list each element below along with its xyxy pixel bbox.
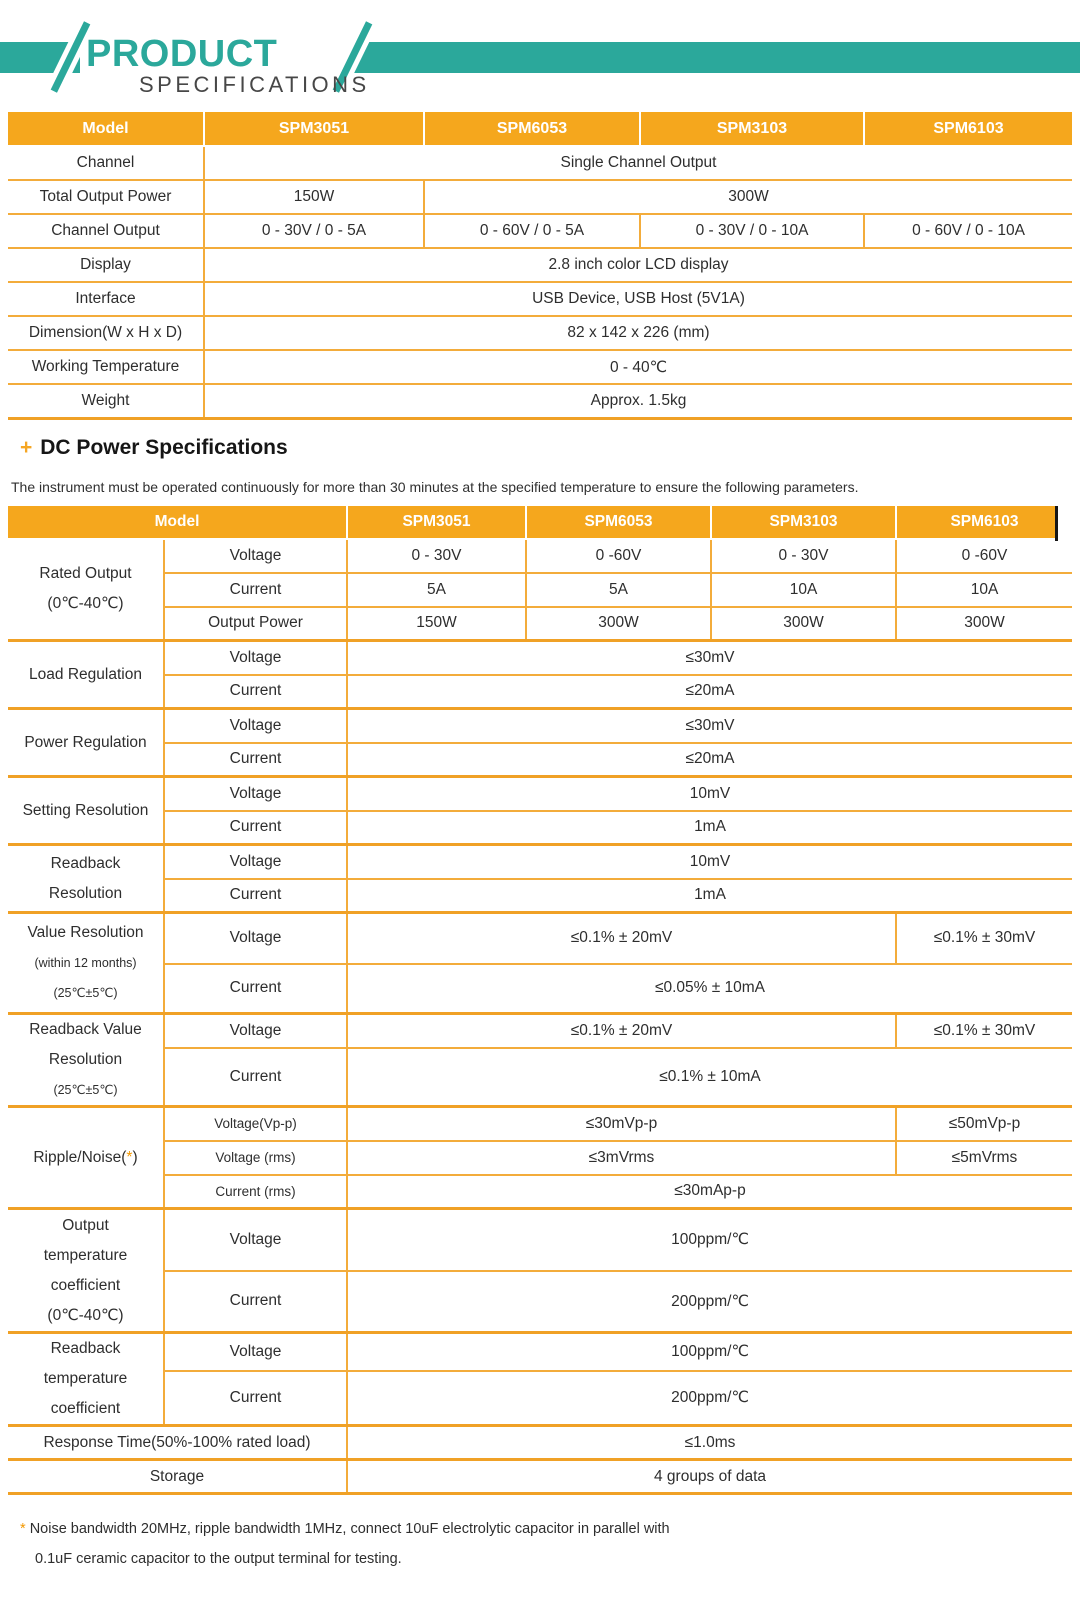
spec-header-model: Model bbox=[8, 506, 347, 539]
spec-sub-label: Current bbox=[164, 1048, 347, 1107]
spec-sub-label: Voltage bbox=[164, 1014, 347, 1048]
spec-value: 150W bbox=[347, 607, 526, 641]
cell-value: Single Channel Output bbox=[204, 146, 1072, 180]
table-row bbox=[8, 1460, 1072, 1494]
row-label: Dimension(W x H x D) bbox=[8, 316, 204, 350]
cell-value: 0 - 60V / 0 - 10A bbox=[864, 214, 1072, 248]
group-label-line: Resolution bbox=[48, 1051, 123, 1068]
spec-value: 10mV bbox=[347, 845, 1072, 879]
table-row bbox=[8, 811, 1072, 845]
spec-sub-label: Voltage bbox=[164, 709, 347, 743]
spec-sub-label: Voltage bbox=[164, 845, 347, 879]
table-row bbox=[8, 1271, 1072, 1333]
spec-sub-label: Current bbox=[164, 1271, 347, 1333]
spec-value: 0 -60V bbox=[896, 539, 1072, 573]
spec-value: 300W bbox=[711, 607, 896, 641]
cell-value: 0 - 60V / 0 - 5A bbox=[424, 214, 640, 248]
spec-header-spm3051: SPM3051 bbox=[347, 506, 526, 539]
spec-sub-label: Current (rms) bbox=[164, 1175, 347, 1209]
group-label-line: temperature bbox=[43, 1370, 128, 1387]
table-row bbox=[8, 180, 1072, 214]
spec-group-label bbox=[8, 1333, 164, 1426]
spec-value: ≤0.1% ± 20mV bbox=[347, 913, 896, 964]
spec-sub-label: Output Power bbox=[164, 607, 347, 641]
overview-header-model: Model bbox=[8, 112, 204, 146]
row-label: Display bbox=[8, 248, 204, 282]
overview-header-spm6103: SPM6103 bbox=[864, 112, 1072, 146]
table-row bbox=[8, 675, 1072, 709]
section-note: The instrument must be operated continuously for more than 30 minutes at the specified temperature to ensure the following parameters. bbox=[11, 478, 859, 495]
spec-group-label: Storage bbox=[8, 1460, 347, 1494]
table-row bbox=[8, 1014, 1072, 1048]
spec-sub-label: Current bbox=[164, 743, 347, 777]
page-banner bbox=[0, 0, 1080, 112]
row-label: Total Output Power bbox=[8, 180, 204, 214]
table-row bbox=[8, 1371, 1072, 1426]
spec-value: ≤0.1% ± 30mV bbox=[896, 913, 1072, 964]
page-subtitle: SPECIFICATIONS bbox=[139, 72, 370, 97]
spec-group-label: Power Regulation bbox=[8, 709, 164, 777]
group-label-line: Output bbox=[62, 1216, 109, 1234]
spec-sub-label: Voltage(Vp-p) bbox=[164, 1107, 347, 1141]
spec-group-label: Setting Resolution bbox=[8, 777, 164, 845]
spec-sub-label: Current bbox=[164, 964, 347, 1014]
spec-table bbox=[8, 506, 1072, 1496]
spec-value: 200ppm/℃ bbox=[347, 1371, 1072, 1426]
group-label-line: coefficient bbox=[50, 1400, 121, 1417]
spec-value: 10mV bbox=[347, 777, 1072, 811]
plus-icon: + bbox=[20, 435, 33, 459]
overview-header-spm3051: SPM3051 bbox=[204, 112, 424, 146]
cell-value: 150W bbox=[204, 180, 424, 214]
spec-value: ≤5mVrms bbox=[896, 1141, 1072, 1175]
spec-sub-label: Voltage bbox=[164, 777, 347, 811]
page-title: PRODUCT bbox=[86, 33, 278, 75]
header-edge-line bbox=[1055, 506, 1072, 541]
spec-sub-label: Current bbox=[164, 573, 347, 607]
table-row bbox=[8, 879, 1072, 913]
spec-header-row bbox=[8, 506, 1072, 539]
table-row bbox=[8, 709, 1072, 743]
group-label-text: Ripple/Noise( bbox=[33, 1148, 127, 1166]
spec-value: ≤30mAp-p bbox=[347, 1175, 1072, 1209]
spec-value: ≤0.1% ± 30mV bbox=[896, 1014, 1072, 1048]
spec-value: 100ppm/℃ bbox=[347, 1209, 1072, 1271]
spec-group-label bbox=[8, 1107, 164, 1209]
group-label-line: coefficient bbox=[50, 1276, 121, 1294]
cell-value: 2.8 inch color LCD display bbox=[204, 248, 1072, 282]
group-label-line: (0℃-40℃) bbox=[47, 1306, 124, 1324]
spec-value: 10A bbox=[711, 573, 896, 607]
row-label: Working Temperature bbox=[8, 350, 204, 384]
group-label-line: (25℃±5℃) bbox=[53, 1083, 118, 1097]
group-label-line: Rated Output bbox=[39, 565, 132, 583]
cell-value: 0 - 30V / 0 - 5A bbox=[204, 214, 424, 248]
spec-group-label: Load Regulation bbox=[8, 641, 164, 709]
spec-value: 10A bbox=[896, 573, 1072, 607]
spec-value: 1mA bbox=[347, 811, 1072, 845]
footnote bbox=[20, 1519, 1072, 1569]
table-row bbox=[8, 1175, 1072, 1209]
cell-value: USB Device, USB Host (5V1A) bbox=[204, 282, 1072, 316]
table-row bbox=[8, 777, 1072, 811]
spec-value: 5A bbox=[347, 573, 526, 607]
row-label: Interface bbox=[8, 282, 204, 316]
cell-value: 82 x 142 x 226 (mm) bbox=[204, 316, 1072, 350]
row-label: Channel bbox=[8, 146, 204, 180]
spec-sub-label: Current bbox=[164, 675, 347, 709]
spec-sub-label: Current bbox=[164, 1371, 347, 1426]
group-label-line: temperature bbox=[43, 1246, 128, 1264]
spec-value: 0 - 30V bbox=[347, 539, 526, 573]
row-label: Weight bbox=[8, 384, 204, 418]
spec-value: 5A bbox=[526, 573, 711, 607]
table-row bbox=[8, 1141, 1072, 1175]
group-label-line: Readback bbox=[50, 854, 121, 872]
spec-value: 300W bbox=[526, 607, 711, 641]
overview-header-spm3103: SPM3103 bbox=[640, 112, 864, 146]
page-content bbox=[0, 112, 1080, 1569]
spec-value: ≤30mV bbox=[347, 641, 1072, 675]
spec-sub-label: Current bbox=[164, 879, 347, 913]
cell-value: Approx. 1.5kg bbox=[204, 384, 1072, 418]
spec-header-spm6103: SPM6103 bbox=[896, 506, 1072, 539]
overview-table bbox=[8, 112, 1072, 420]
spec-sub-label: Voltage bbox=[164, 1333, 347, 1371]
spec-value: ≤1.0ms bbox=[347, 1426, 1072, 1460]
spec-group-label bbox=[8, 1014, 164, 1107]
cell-value: 0 - 30V / 0 - 10A bbox=[640, 214, 864, 248]
asterisk-icon: * bbox=[126, 1148, 133, 1166]
table-row bbox=[8, 214, 1072, 248]
banner-right-bar bbox=[352, 42, 1080, 73]
table-row bbox=[8, 1048, 1072, 1107]
table-row bbox=[8, 573, 1072, 607]
group-label-line: (0℃-40℃) bbox=[47, 595, 124, 613]
cell-value: 300W bbox=[424, 180, 1072, 214]
footnote-text: Noise bandwidth 20MHz, ripple bandwidth 1MHz, connect 10uF electrolytic capacitor in parallel with bbox=[29, 1521, 670, 1537]
row-label: Channel Output bbox=[8, 214, 204, 248]
group-label-line: (within 12 months) bbox=[34, 956, 137, 970]
section-heading-text: DC Power Specifications bbox=[40, 435, 288, 459]
spec-sub-label: Voltage bbox=[164, 913, 347, 964]
footnote-line bbox=[20, 1549, 1072, 1569]
spec-header-spm6053: SPM6053 bbox=[526, 506, 711, 539]
spec-value: ≤20mA bbox=[347, 675, 1072, 709]
overview-header-spm6053: SPM6053 bbox=[424, 112, 640, 146]
table-row bbox=[8, 845, 1072, 879]
table-row bbox=[8, 316, 1072, 350]
group-label-line: (25℃±5℃) bbox=[53, 986, 118, 1000]
group-label-line: Readback bbox=[50, 1340, 121, 1357]
spec-value: 0 - 30V bbox=[711, 539, 896, 573]
table-row bbox=[8, 1426, 1072, 1460]
footnote-line bbox=[20, 1519, 1072, 1539]
section-heading bbox=[20, 436, 1072, 460]
asterisk-icon: * bbox=[20, 1521, 26, 1537]
spec-sub-label: Voltage bbox=[164, 539, 347, 573]
spec-group-label bbox=[8, 913, 164, 1014]
table-row bbox=[8, 1107, 1072, 1141]
spec-group-label: Response Time(50%-100% rated load) bbox=[8, 1426, 347, 1460]
spec-value: ≤3mVrms bbox=[347, 1141, 896, 1175]
spec-value: ≤0.1% ± 20mV bbox=[347, 1014, 896, 1048]
table-row bbox=[8, 743, 1072, 777]
spec-value: 1mA bbox=[347, 879, 1072, 913]
table-row bbox=[8, 248, 1072, 282]
table-row bbox=[8, 1209, 1072, 1271]
group-label-line: Resolution bbox=[48, 884, 123, 902]
spec-sub-label: Current bbox=[164, 811, 347, 845]
table-row bbox=[8, 964, 1072, 1014]
table-row bbox=[8, 607, 1072, 641]
table-row bbox=[8, 641, 1072, 675]
overview-header-row bbox=[8, 112, 1072, 146]
spec-value: ≤30mVp-p bbox=[347, 1107, 896, 1141]
table-row bbox=[8, 539, 1072, 573]
spec-value: ≤0.1% ± 10mA bbox=[347, 1048, 1072, 1107]
spec-table-wrapper bbox=[8, 506, 1072, 1496]
spec-value: ≤20mA bbox=[347, 743, 1072, 777]
spec-group-label bbox=[8, 539, 164, 641]
spec-sub-label: Voltage bbox=[164, 1209, 347, 1271]
spec-value: 300W bbox=[896, 607, 1072, 641]
spec-value: 200ppm/℃ bbox=[347, 1271, 1072, 1333]
spec-header-spm3103: SPM3103 bbox=[711, 506, 896, 539]
spec-value: ≤0.05% ± 10mA bbox=[347, 964, 1072, 1014]
spec-sub-label: Voltage (rms) bbox=[164, 1141, 347, 1175]
table-row bbox=[8, 384, 1072, 418]
group-label-text: ) bbox=[132, 1148, 138, 1166]
footnote-text: 0.1uF ceramic capacitor to the output terminal for testing. bbox=[35, 1551, 402, 1567]
table-row bbox=[8, 282, 1072, 316]
table-row bbox=[8, 350, 1072, 384]
table-row bbox=[8, 146, 1072, 180]
spec-group-label bbox=[8, 845, 164, 913]
table-row bbox=[8, 913, 1072, 964]
spec-group-label bbox=[8, 1209, 164, 1333]
spec-value: ≤50mVp-p bbox=[896, 1107, 1072, 1141]
cell-value: 0 - 40℃ bbox=[204, 350, 1072, 384]
group-label-line: Value Resolution bbox=[27, 924, 144, 941]
group-label-line: Readback Value bbox=[29, 1021, 142, 1038]
spec-value: 4 groups of data bbox=[347, 1460, 1072, 1494]
spec-value: 0 -60V bbox=[526, 539, 711, 573]
spec-value: 100ppm/℃ bbox=[347, 1333, 1072, 1371]
table-row bbox=[8, 1333, 1072, 1371]
spec-value: ≤30mV bbox=[347, 709, 1072, 743]
spec-sub-label: Voltage bbox=[164, 641, 347, 675]
